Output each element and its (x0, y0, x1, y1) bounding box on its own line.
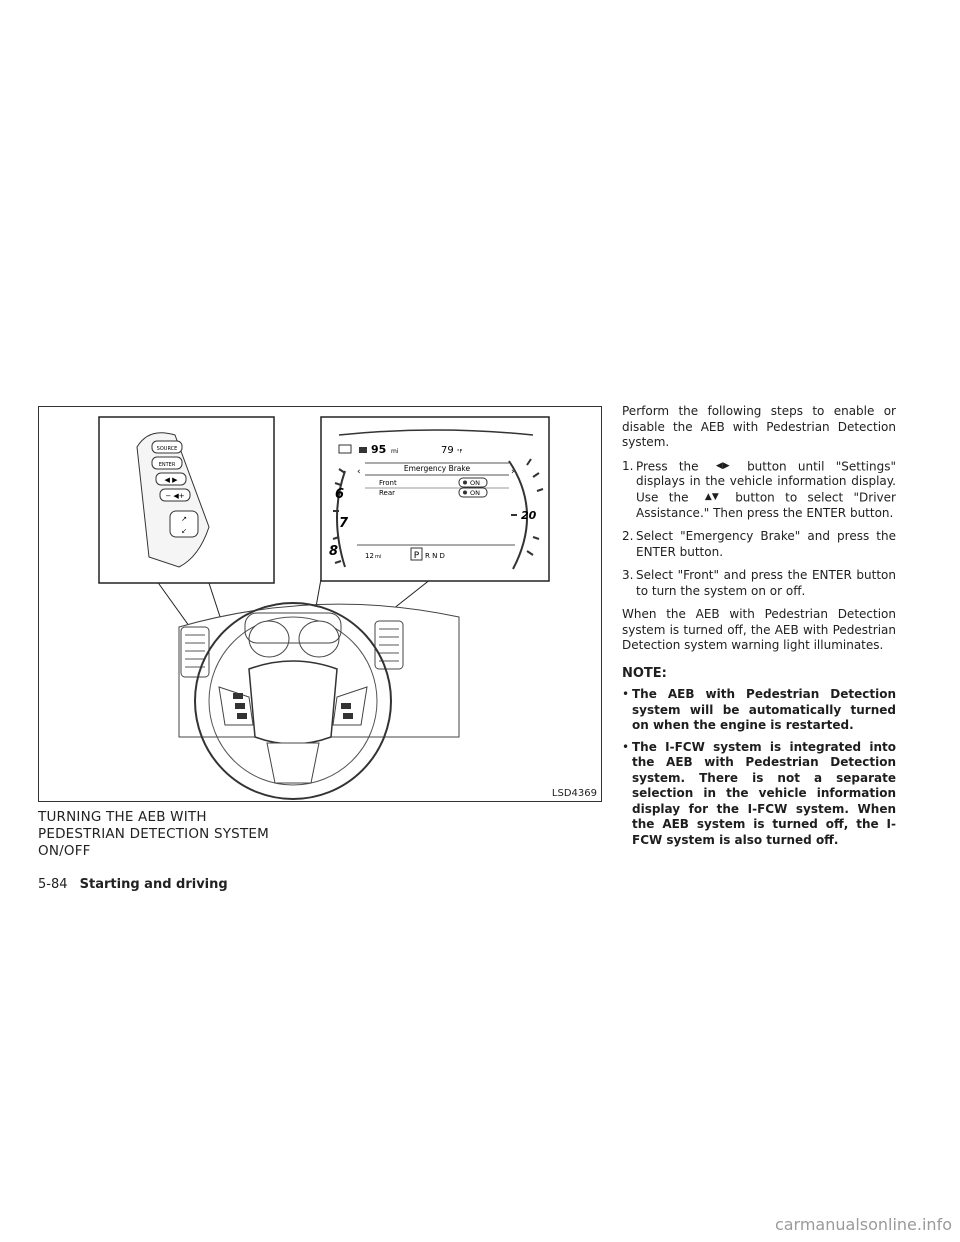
source-label: SOURCE (156, 446, 178, 452)
section-title-line2: PEDESTRIAN DETECTION SYSTEM (38, 826, 269, 842)
step-3-text: Select "Front" and press the ENTER button to turn the system on or off. (636, 568, 896, 598)
trip-value: 12 (365, 552, 374, 560)
step-1-text-c: button to select "Driver Assistance." Then press the ENTER button. (636, 490, 896, 520)
enter-label: ENTER (158, 462, 176, 468)
temp-unit: °F (457, 449, 463, 455)
svg-text:↙: ↙ (181, 527, 187, 535)
rear-state: ON (470, 489, 480, 497)
step-2-number: 2. (622, 529, 634, 543)
temp-value: 79 (441, 445, 454, 456)
section-title-line1: TURNING THE AEB WITH (38, 809, 207, 825)
gear-rest: R N D (425, 552, 445, 560)
step-1-text-a: Press the (636, 458, 699, 473)
range-unit: mi (391, 448, 399, 455)
gauge-7: 7 (339, 516, 349, 531)
watermark: carmanualsonline.info (774, 1215, 952, 1234)
step-3-number: 3. (622, 568, 634, 582)
svg-text:‹: ‹ (357, 467, 361, 477)
left-right-arrows-icon: ◀▶ (715, 460, 730, 471)
note-heading: NOTE: (622, 665, 667, 681)
gauge-20: 20 (521, 509, 537, 522)
bullet-icon: • (622, 739, 630, 754)
steering-wheel-illustration (39, 407, 603, 803)
svg-text:− ◀+: − ◀+ (165, 492, 185, 500)
step-2 (622, 529, 896, 560)
trip-unit: mi (375, 554, 382, 560)
figure-code: LSD4369 (551, 788, 597, 799)
menu-title: Emergency Brake (403, 464, 471, 473)
instructions-column (622, 404, 896, 854)
gear-p: P (413, 551, 420, 561)
chapter-title: Starting and driving (79, 877, 228, 892)
off-paragraph: When the AEB with Pedestrian Detection system is turned off, the AEB with Pedestrian Detection system warning light illuminates. (622, 607, 896, 652)
section-title (38, 809, 338, 860)
section-title-line3: ON/OFF (38, 843, 91, 859)
range-value: 95 (371, 443, 387, 456)
illustration-figure (38, 406, 602, 802)
page-footer (38, 877, 228, 892)
intro-paragraph: Perform the following steps to enable or disable the AEB with Pedestrian Detection system. (622, 404, 896, 449)
step-1-number: 1. (622, 458, 634, 473)
bullet-icon: • (622, 687, 630, 701)
step-1 (622, 459, 896, 522)
svg-text:›: › (511, 467, 515, 477)
front-label: Front (379, 479, 397, 487)
up-down-arrows-icon: ▲▼ (704, 491, 719, 502)
front-state: ON (470, 479, 480, 487)
gauge-6: 6 (335, 487, 345, 502)
step-3 (622, 568, 896, 599)
note-item-2 (622, 740, 896, 849)
step-1-text-b: button until "Settings" displays in the vehicle information display. Use the (636, 458, 896, 504)
note-1-text: The AEB with Pedestrian Detection system will be automatically turned on when the engine is restarted. (632, 687, 896, 732)
note-2-text: The I-FCW system is integrated into the AEB with Pedestrian Detection system. There is not a separate selection in the vehicle information display for the I-FCW system. When the AEB system is turned off, the I-FCW system is also turned off. (632, 739, 896, 847)
rear-label: Rear (379, 489, 396, 497)
note-item-1 (622, 687, 896, 734)
svg-text:↗: ↗ (181, 515, 187, 523)
svg-text:◀ ▶: ◀ ▶ (164, 476, 178, 484)
gauge-8: 8 (329, 544, 339, 559)
page-number: 5-84 (38, 877, 68, 892)
step-2-text: Select "Emergency Brake" and press the ENTER button. (636, 529, 896, 559)
